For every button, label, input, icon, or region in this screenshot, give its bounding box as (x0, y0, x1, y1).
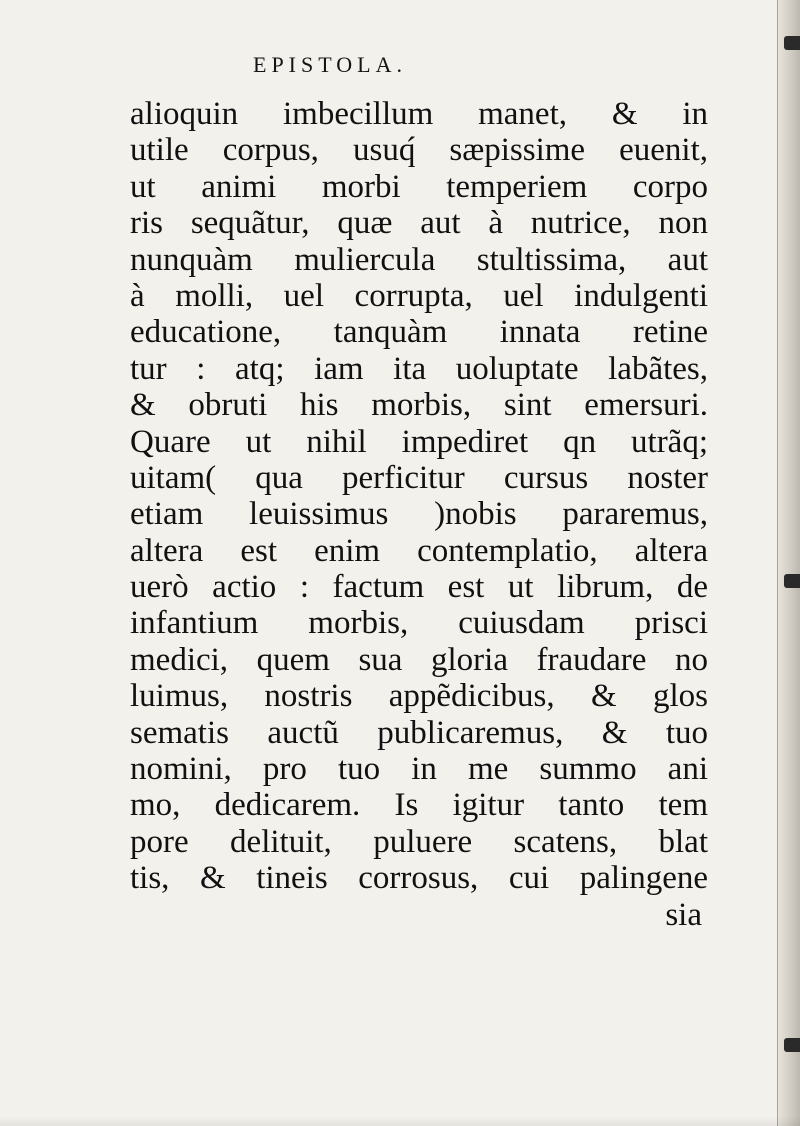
text-line: sematis auctũ publicaremus, & tuo (130, 714, 708, 751)
text-line: tur : atq; iam ita uoluptate labãtes, (130, 350, 708, 387)
binding-thread-mark (784, 1038, 800, 1052)
text-line: pore delituit, puluere scatens, blat (130, 823, 708, 860)
running-head: EPISTOLA. (253, 52, 407, 77)
text-line: alioquin imbecillum manet, & in (130, 96, 708, 132)
text-line: luimus, nostris appẽdicibus, & glos (130, 678, 708, 715)
text-line: & obruti his morbis, sint emersuri. (130, 387, 708, 424)
text-line: utile corpus, usuq́ sæpissime euenit, (130, 132, 708, 169)
text-line: nomini, pro tuo in me summo ani (130, 751, 708, 788)
text-line: infantium morbis, cuiusdam prisci (130, 605, 708, 642)
page-edge (778, 0, 800, 1126)
binding-thread-mark (784, 36, 800, 50)
text-line: altera est enim contemplatio, altera (130, 532, 708, 569)
page-shadow (0, 1116, 800, 1126)
text-line: nunquàm muliercula stultissima, aut (130, 241, 708, 278)
text-line: ris sequãtur, quæ aut à nutrice, non (130, 205, 708, 242)
text-line: à molli, uel corrupta, uel indulgenti (130, 277, 708, 314)
text-line: uitam( qua perficitur cursus noster (130, 459, 708, 496)
text-line: mo, dedicarem. Is igitur tanto tem (130, 787, 708, 824)
text-line: uerò actio : factum est ut librum, de (130, 569, 708, 606)
text-line: tis, & tineis corrosus, cui palingene (130, 860, 708, 897)
binding-thread-mark (784, 574, 800, 588)
catchword: sia (665, 896, 702, 933)
text-line: Quare ut nihil impediret qn utrãq; (130, 423, 708, 460)
text-line: ut animi morbi temperiem corpo (130, 168, 708, 205)
text-line: educatione, tanquàm innata retine (130, 314, 708, 351)
body-text (130, 96, 708, 933)
text-line: etiam leuissimus )nobis pararemus, (130, 496, 708, 533)
text-line: medici, quem sua gloria fraudare no (130, 641, 708, 678)
